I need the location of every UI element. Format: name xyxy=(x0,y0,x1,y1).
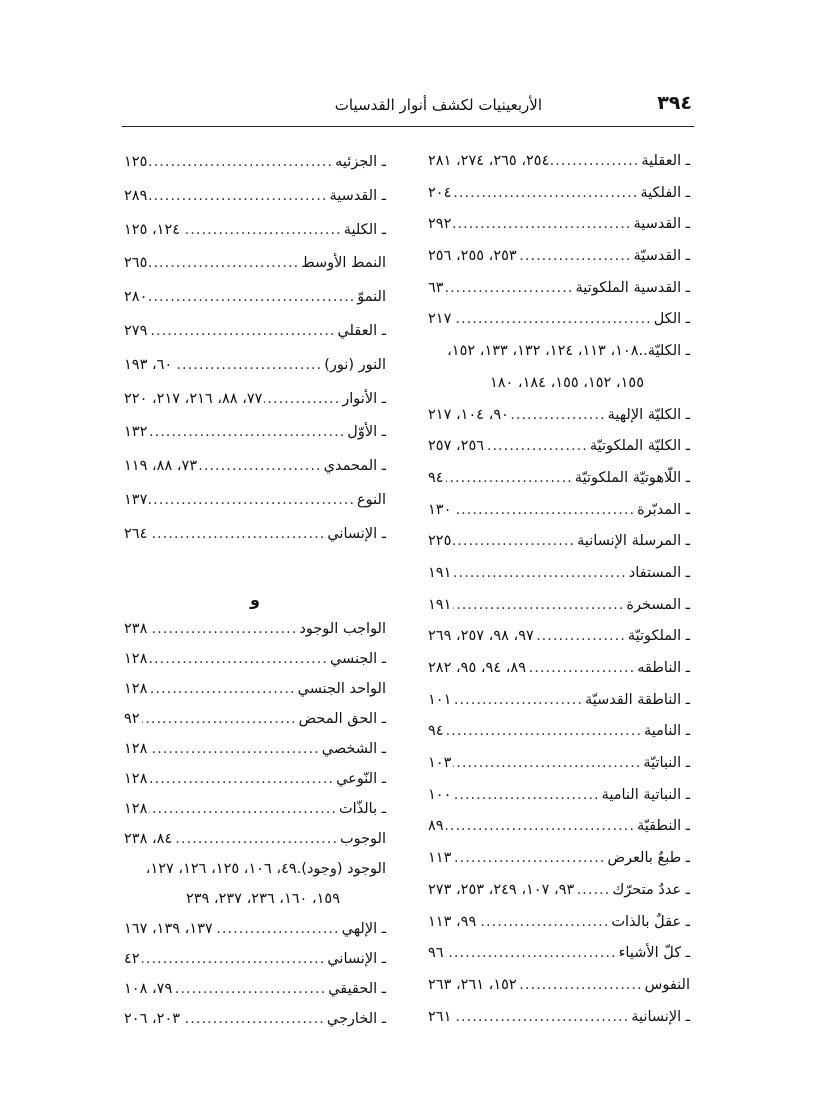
index-term: ـ الخارجي xyxy=(326,1010,386,1027)
index-term: ـ الشخصي xyxy=(321,740,386,757)
leader-dots xyxy=(453,495,635,527)
page-references: ٢٦٥ xyxy=(124,255,148,272)
page-references: ١١٣ xyxy=(428,850,452,867)
leader-dots xyxy=(453,685,583,717)
leader-dots xyxy=(149,180,327,214)
page-references: ٢٠٣، ٢٠٦ xyxy=(124,1010,181,1027)
index-entry xyxy=(124,854,386,884)
page-references: ٢٨٠ xyxy=(124,289,148,306)
index-entry xyxy=(124,416,386,450)
page-references: ٢٥٤، ٢٦٥، ٢٧٤، ٢٨١ xyxy=(428,153,550,169)
index-section-waw xyxy=(124,614,386,1034)
page-references: ٧٩، ١٠٨ xyxy=(124,980,173,997)
leader-dots xyxy=(149,674,295,704)
index-entry xyxy=(124,247,386,281)
index-term: ـ المحمدي xyxy=(323,458,386,475)
index-term: النوع xyxy=(357,491,386,508)
index-term: ـ النباتية النامية xyxy=(601,786,690,803)
index-entry xyxy=(428,621,690,653)
index-term: الواجب الوجود xyxy=(299,620,386,637)
index-entry xyxy=(124,214,386,248)
page-references: ١٢٨ xyxy=(124,740,148,757)
leader-dots xyxy=(536,621,626,653)
page-references: ٢٣٨ xyxy=(124,620,148,637)
index-term: النموّ xyxy=(357,289,386,306)
leader-dots xyxy=(149,764,334,794)
page-references: ١٥٩، ١٦٠، ٢٣٦، ٢٣٧، ٢٣٩ xyxy=(185,890,340,907)
index-entry-continuation xyxy=(124,884,386,914)
page-references: ٢٢٥ xyxy=(428,533,452,550)
section-gap xyxy=(124,552,386,574)
index-term: ـ المرسلة الإنسانية xyxy=(577,533,690,550)
page-references: ٢٥٣، ٢٥٥، ٢٥٦ xyxy=(428,248,517,265)
index-entry xyxy=(124,383,386,417)
leader-dots xyxy=(149,146,333,180)
index-entry xyxy=(428,716,690,748)
index-entry xyxy=(428,431,690,463)
index-term: ـ المدبّرة xyxy=(637,501,690,518)
index-entry xyxy=(124,349,386,383)
leader-dots xyxy=(453,558,626,590)
index-term: ـ بالذّات xyxy=(338,800,386,817)
index-entry-continuation xyxy=(428,368,690,400)
index-entry xyxy=(124,914,386,944)
leader-dots xyxy=(446,273,574,305)
leader-dots xyxy=(519,970,643,1002)
leader-dots xyxy=(149,484,355,518)
index-term: النفوس xyxy=(644,976,690,993)
index-entry xyxy=(124,944,386,974)
page-references: ١٢٤، ١٢٥ xyxy=(124,221,181,238)
page-references: ١٣٧ xyxy=(124,491,148,508)
index-term: ـ القدسية الملكوتية xyxy=(575,279,690,296)
page-references: ٦٠، ١٩٣ xyxy=(124,356,173,373)
page-references: ١٥٥، ١٥٢، ١٥٥، ١٨٤، ١٨٠ xyxy=(489,374,644,391)
index-entry xyxy=(428,463,690,495)
index-term: ـ النطقيّة xyxy=(636,818,690,835)
page-references: ٤٩، ١٠٦، ١٢٥، ١٢٦، ١٢٧، xyxy=(145,860,297,877)
leader-dots xyxy=(149,416,345,450)
leader-dots xyxy=(551,146,639,178)
page-references: ١٠٣ xyxy=(428,755,452,772)
header-rule xyxy=(122,126,694,127)
leader-dots xyxy=(528,653,635,685)
index-entry xyxy=(124,824,386,854)
index-term: ـ الإلهي xyxy=(341,920,386,937)
page-references: ٩٤ xyxy=(428,723,444,740)
index-term: النور (نور) xyxy=(324,356,386,373)
leader-dots xyxy=(149,794,337,824)
page-references: ١٠١ xyxy=(428,691,452,708)
leader-dots xyxy=(446,716,642,748)
leader-dots xyxy=(453,590,624,622)
index-term: ـ عقلٌ بالذات xyxy=(611,913,690,930)
index-term: ـ الأوّل xyxy=(347,424,386,441)
index-term: ـ النامية xyxy=(643,723,690,740)
index-term: ـ النباتيّة xyxy=(643,755,690,772)
index-entry xyxy=(124,146,386,180)
page-references: ٩٧، ٩٨، ٢٥٧، ٢٦٩ xyxy=(428,628,534,645)
leader-dots xyxy=(478,907,609,939)
index-term: ـ القدسيّة xyxy=(633,248,690,265)
index-entry xyxy=(428,336,690,368)
page-references: ٩٩، ١١٣ xyxy=(428,913,477,930)
index-entry xyxy=(124,674,386,704)
index-entry xyxy=(124,704,386,734)
leader-dots xyxy=(149,644,328,674)
index-term: ـ الكل xyxy=(653,311,690,328)
leader-dots xyxy=(149,315,335,349)
index-term: ـ الملكوتيّة xyxy=(627,628,690,645)
index-entry xyxy=(428,685,690,717)
index-term: ـ المسخرة xyxy=(626,596,690,613)
page-references: ٤٢ xyxy=(124,950,140,967)
page-references: ٢١٧ xyxy=(428,311,452,328)
index-term: ـ طبعٌ بالعرض xyxy=(607,850,690,867)
index-entry xyxy=(124,281,386,315)
index-entry xyxy=(428,590,690,622)
page-references: ١٢٨ xyxy=(124,680,148,697)
page-references: ١٩١ xyxy=(428,564,452,581)
page-references: ١٠٠ xyxy=(428,786,452,803)
leader-dots xyxy=(446,811,635,843)
index-entry xyxy=(428,875,690,907)
page-references: ٧٧، ٨٨، ٢١٦، ٢١٧، ٢٢٠ xyxy=(124,390,263,407)
page-references: ١٢٥ xyxy=(124,154,148,170)
leader-dots xyxy=(519,241,632,273)
index-entry xyxy=(428,304,690,336)
index-term: ـ الناطقة القدسيّة xyxy=(584,691,690,708)
leader-dots xyxy=(142,944,326,974)
index-term: النمط الأوسط xyxy=(301,255,386,272)
index-term: ـ العقلية xyxy=(641,153,690,169)
leader-dots xyxy=(182,214,342,248)
index-entry xyxy=(124,644,386,674)
leader-dots xyxy=(174,824,338,854)
index-entry xyxy=(428,526,690,558)
index-term: الوجود (وجود). xyxy=(296,860,386,877)
leader-dots xyxy=(149,518,325,552)
page-references: ١٣٢ xyxy=(124,424,148,441)
page-references: ٦٣ xyxy=(428,279,444,296)
index-entry xyxy=(124,518,386,552)
leader-dots xyxy=(149,614,297,644)
index-entry xyxy=(428,400,690,432)
leader-dots xyxy=(453,780,599,812)
index-term: ـ الجنسي xyxy=(329,650,386,667)
leader-dots xyxy=(264,383,340,417)
index-term: ـ الكليّة الملكوتيّة xyxy=(589,438,690,455)
leader-dots xyxy=(453,209,631,241)
index-entry xyxy=(428,938,690,970)
leader-dots xyxy=(149,734,319,764)
index-term: ـ الفلكية xyxy=(640,184,690,201)
index-entry xyxy=(124,450,386,484)
leader-dots xyxy=(174,974,326,1004)
leader-dots xyxy=(453,304,651,336)
page-references: ٩٠، ١٠٤، ٢١٧ xyxy=(428,406,509,423)
index-entry xyxy=(428,907,690,939)
index-term: ـ اللّاهوتيّة الملكوتيّة xyxy=(574,469,690,486)
leader-dots xyxy=(446,463,573,495)
leader-dots xyxy=(453,178,638,210)
page-references: ١٣٧، ١٣٩، ١٦٧ xyxy=(124,920,213,937)
page-references: ٢٩٢ xyxy=(428,216,452,233)
page-references: ٩٣، ١٠٧، ٢٤٩، ٢٥٣، ٢٧٣ xyxy=(428,881,575,898)
page-references: ٨٩، ٩٤، ٩٥، ٢٨٢ xyxy=(428,660,526,676)
index-entry xyxy=(124,484,386,518)
index-term: ـ النّوعي xyxy=(336,770,386,787)
index-entry xyxy=(428,178,690,210)
leader-dots xyxy=(576,875,610,907)
index-entry xyxy=(428,146,690,178)
index-term: ـ الناطقه xyxy=(637,660,690,676)
index-term: ـ المستفاد xyxy=(628,564,690,581)
leader-dots xyxy=(215,914,340,944)
index-entry xyxy=(124,794,386,824)
index-term: ـ الكلية xyxy=(343,221,386,238)
index-term: ـ الكليّة الإلهية xyxy=(607,406,690,423)
page-references: ٢٦٤ xyxy=(124,525,148,542)
index-entry xyxy=(428,558,690,590)
page-references: ٩٦ xyxy=(428,945,444,962)
index-entry xyxy=(428,780,690,812)
index-term: ـ الحقيقي xyxy=(328,980,386,997)
leader-dots xyxy=(149,247,299,281)
index-entry xyxy=(124,614,386,644)
index-entry xyxy=(124,315,386,349)
leader-dots xyxy=(446,938,617,970)
page-references: ١٥٢، ٢٦١، ٢٦٣ xyxy=(428,976,517,993)
index-term: ـ الإنساني xyxy=(327,950,386,967)
page-references: ٩٤ xyxy=(428,469,444,486)
index-term: ـ القدسية xyxy=(633,216,690,233)
index-entry xyxy=(124,764,386,794)
index-section-nun xyxy=(124,146,386,552)
leader-dots xyxy=(511,400,606,432)
index-entry xyxy=(428,209,690,241)
page-references: ١٢٨ xyxy=(124,770,148,787)
index-entry xyxy=(124,974,386,1004)
index-entry xyxy=(428,748,690,780)
page-references: ١٣٠ xyxy=(428,501,452,518)
index-entry xyxy=(124,180,386,214)
index-column-left xyxy=(124,146,386,1034)
index-column-right xyxy=(428,146,690,1033)
leader-dots xyxy=(142,704,297,734)
index-term: ـ الحق المحض xyxy=(298,710,386,727)
page-references: ١٢٨ xyxy=(124,800,148,817)
page-references: ١٢٨ xyxy=(124,650,148,667)
index-entry xyxy=(428,970,690,1002)
leader-dots xyxy=(174,349,322,383)
index-entry xyxy=(428,273,690,305)
leader-dots xyxy=(486,431,588,463)
index-entry xyxy=(428,653,690,685)
leader-dots xyxy=(453,1002,629,1034)
page-references: ٨٤، ٢٣٨ xyxy=(124,830,173,847)
page-references: ٢٠٤ xyxy=(428,184,452,201)
leader-dots xyxy=(453,526,575,558)
index-entry xyxy=(428,241,690,273)
leader-dots xyxy=(453,843,605,875)
index-entry xyxy=(428,495,690,527)
page-references: ٢٧٩ xyxy=(124,322,148,339)
index-entry xyxy=(428,1002,690,1034)
page-references: ٢٥٦، ٢٥٧ xyxy=(428,438,485,455)
page-references: ١٠٨، ١١٣، ١٢٤، ١٣٢، ١٣٣، ١٥٢، xyxy=(447,343,639,360)
section-letter-waw: و xyxy=(250,589,260,609)
index-entry xyxy=(428,811,690,843)
index-term: ـ كلّ الأشياء xyxy=(618,945,690,962)
page-references: ٩٢ xyxy=(124,710,140,727)
running-header xyxy=(122,92,692,122)
page-references: ١٩١ xyxy=(428,596,452,613)
index-term: ـ الإنسانية xyxy=(631,1008,690,1025)
index-term: ـ القدسية xyxy=(329,187,386,204)
page-references: ٢٨٩ xyxy=(124,187,148,204)
running-title: الأربعينيات لكشف أنوار القدسيات xyxy=(334,96,542,114)
leader-dots xyxy=(453,748,641,780)
index-entry xyxy=(124,1004,386,1034)
index-term: ـ العقلي xyxy=(337,322,386,339)
leader-dots xyxy=(182,1004,325,1034)
index-term: ـ الإنساني xyxy=(327,525,386,542)
index-entry xyxy=(428,843,690,875)
index-term: الوجوب xyxy=(339,830,386,847)
index-term: ـ الكليّة.. xyxy=(638,343,690,360)
leader-dots xyxy=(149,281,355,315)
page-references: ٨٩ xyxy=(428,818,444,835)
index-term: ـ الأنوار xyxy=(342,390,386,407)
leader-dots xyxy=(199,450,321,484)
index-term: ـ الجزئيه xyxy=(335,154,386,170)
index-term: ـ عددٌ متحرّك xyxy=(612,881,690,898)
index-term: الواحد الجنسي xyxy=(297,680,386,697)
page-references: ٧٣، ٨٨، ١١٩ xyxy=(124,458,198,475)
page-references: ٢٦١ xyxy=(428,1008,452,1025)
page-number: ٣٩٤ xyxy=(657,92,692,114)
index-entry xyxy=(124,734,386,764)
